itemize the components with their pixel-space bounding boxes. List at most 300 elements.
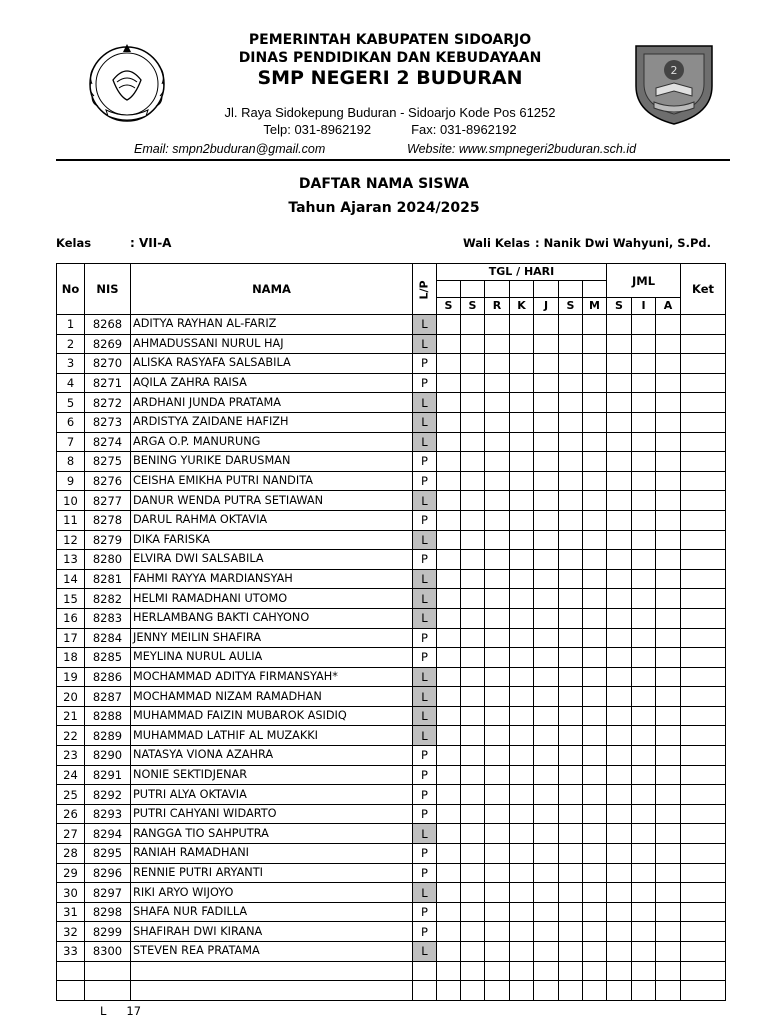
attendance-cell[interactable] [485,706,510,726]
attendance-cell[interactable] [559,922,583,942]
attendance-cell[interactable] [437,863,461,883]
attendance-cell[interactable] [461,785,485,805]
attendance-cell[interactable] [510,471,534,491]
total-cell[interactable] [656,334,681,354]
total-cell[interactable] [607,883,632,903]
total-cell[interactable] [656,530,681,550]
total-cell[interactable] [632,726,656,746]
attendance-cell[interactable] [485,746,510,766]
attendance-cell[interactable] [534,334,559,354]
attendance-cell[interactable] [583,902,607,922]
total-cell[interactable] [607,530,632,550]
attendance-cell[interactable] [559,393,583,413]
note-cell[interactable] [681,589,726,609]
empty-cell[interactable] [131,961,413,981]
attendance-cell[interactable] [437,510,461,530]
date-cell[interactable] [485,281,510,298]
date-cell[interactable] [559,281,583,298]
attendance-cell[interactable] [583,530,607,550]
attendance-cell[interactable] [461,648,485,668]
total-cell[interactable] [607,569,632,589]
attendance-cell[interactable] [583,589,607,609]
attendance-cell[interactable] [485,628,510,648]
attendance-cell[interactable] [461,373,485,393]
attendance-cell[interactable] [534,667,559,687]
total-cell[interactable] [632,491,656,511]
attendance-cell[interactable] [534,608,559,628]
attendance-cell[interactable] [583,550,607,570]
attendance-cell[interactable] [485,844,510,864]
total-cell[interactable] [632,315,656,335]
attendance-cell[interactable] [510,726,534,746]
total-cell[interactable] [632,510,656,530]
attendance-cell[interactable] [510,550,534,570]
attendance-cell[interactable] [437,471,461,491]
note-cell[interactable] [681,648,726,668]
attendance-cell[interactable] [559,726,583,746]
empty-cell[interactable] [632,981,656,1001]
attendance-cell[interactable] [485,667,510,687]
attendance-cell[interactable] [583,432,607,452]
attendance-cell[interactable] [559,432,583,452]
attendance-cell[interactable] [559,902,583,922]
attendance-cell[interactable] [510,706,534,726]
total-cell[interactable] [632,942,656,962]
attendance-cell[interactable] [534,373,559,393]
attendance-cell[interactable] [559,471,583,491]
attendance-cell[interactable] [534,942,559,962]
attendance-cell[interactable] [510,334,534,354]
attendance-cell[interactable] [437,648,461,668]
attendance-cell[interactable] [485,863,510,883]
attendance-cell[interactable] [461,902,485,922]
attendance-cell[interactable] [437,334,461,354]
attendance-cell[interactable] [583,922,607,942]
total-cell[interactable] [607,491,632,511]
attendance-cell[interactable] [534,844,559,864]
note-cell[interactable] [681,373,726,393]
note-cell[interactable] [681,667,726,687]
note-cell[interactable] [681,804,726,824]
total-cell[interactable] [607,785,632,805]
total-cell[interactable] [607,412,632,432]
note-cell[interactable] [681,452,726,472]
empty-cell[interactable] [57,961,85,981]
attendance-cell[interactable] [534,412,559,432]
total-cell[interactable] [632,746,656,766]
date-cell[interactable] [461,281,485,298]
empty-cell[interactable] [583,981,607,1001]
attendance-cell[interactable] [485,432,510,452]
attendance-cell[interactable] [583,569,607,589]
empty-cell[interactable] [85,961,131,981]
attendance-cell[interactable] [583,824,607,844]
attendance-cell[interactable] [559,844,583,864]
attendance-cell[interactable] [461,491,485,511]
attendance-cell[interactable] [559,628,583,648]
total-cell[interactable] [656,726,681,746]
attendance-cell[interactable] [534,393,559,413]
attendance-cell[interactable] [534,785,559,805]
total-cell[interactable] [656,393,681,413]
note-cell[interactable] [681,824,726,844]
attendance-cell[interactable] [437,412,461,432]
total-cell[interactable] [607,844,632,864]
total-cell[interactable] [632,412,656,432]
total-cell[interactable] [607,942,632,962]
attendance-cell[interactable] [559,452,583,472]
attendance-cell[interactable] [437,432,461,452]
total-cell[interactable] [656,412,681,432]
attendance-cell[interactable] [583,785,607,805]
note-cell[interactable] [681,569,726,589]
note-cell[interactable] [681,608,726,628]
attendance-cell[interactable] [485,785,510,805]
total-cell[interactable] [656,942,681,962]
attendance-cell[interactable] [583,687,607,707]
total-cell[interactable] [632,804,656,824]
total-cell[interactable] [632,589,656,609]
attendance-cell[interactable] [583,491,607,511]
attendance-cell[interactable] [510,785,534,805]
attendance-cell[interactable] [583,354,607,374]
total-cell[interactable] [656,354,681,374]
attendance-cell[interactable] [583,510,607,530]
attendance-cell[interactable] [534,824,559,844]
attendance-cell[interactable] [583,334,607,354]
empty-cell[interactable] [85,981,131,1001]
attendance-cell[interactable] [559,785,583,805]
attendance-cell[interactable] [559,746,583,766]
attendance-cell[interactable] [534,883,559,903]
total-cell[interactable] [607,824,632,844]
total-cell[interactable] [632,628,656,648]
total-cell[interactable] [607,334,632,354]
attendance-cell[interactable] [510,452,534,472]
attendance-cell[interactable] [461,315,485,335]
total-cell[interactable] [607,393,632,413]
total-cell[interactable] [632,530,656,550]
attendance-cell[interactable] [510,412,534,432]
attendance-cell[interactable] [485,804,510,824]
attendance-cell[interactable] [510,902,534,922]
attendance-cell[interactable] [583,746,607,766]
total-cell[interactable] [607,902,632,922]
attendance-cell[interactable] [461,883,485,903]
attendance-cell[interactable] [461,412,485,432]
attendance-cell[interactable] [461,608,485,628]
total-cell[interactable] [656,589,681,609]
note-cell[interactable] [681,902,726,922]
attendance-cell[interactable] [437,785,461,805]
attendance-cell[interactable] [583,804,607,824]
total-cell[interactable] [632,373,656,393]
empty-cell[interactable] [461,961,485,981]
attendance-cell[interactable] [437,706,461,726]
empty-cell[interactable] [510,961,534,981]
total-cell[interactable] [607,608,632,628]
attendance-cell[interactable] [485,765,510,785]
attendance-cell[interactable] [437,804,461,824]
attendance-cell[interactable] [510,883,534,903]
empty-cell[interactable] [534,961,559,981]
total-cell[interactable] [656,844,681,864]
attendance-cell[interactable] [510,628,534,648]
total-cell[interactable] [656,883,681,903]
total-cell[interactable] [656,491,681,511]
attendance-cell[interactable] [559,883,583,903]
total-cell[interactable] [632,922,656,942]
total-cell[interactable] [656,432,681,452]
attendance-cell[interactable] [559,608,583,628]
total-cell[interactable] [656,687,681,707]
attendance-cell[interactable] [461,452,485,472]
attendance-cell[interactable] [559,824,583,844]
attendance-cell[interactable] [485,393,510,413]
attendance-cell[interactable] [559,863,583,883]
total-cell[interactable] [632,863,656,883]
attendance-cell[interactable] [485,648,510,668]
attendance-cell[interactable] [510,510,534,530]
empty-cell[interactable] [461,981,485,1001]
attendance-cell[interactable] [437,922,461,942]
total-cell[interactable] [656,510,681,530]
attendance-cell[interactable] [583,765,607,785]
note-cell[interactable] [681,628,726,648]
empty-cell[interactable] [559,981,583,1001]
total-cell[interactable] [656,706,681,726]
attendance-cell[interactable] [559,706,583,726]
attendance-cell[interactable] [485,530,510,550]
attendance-cell[interactable] [510,922,534,942]
total-cell[interactable] [632,844,656,864]
note-cell[interactable] [681,334,726,354]
attendance-cell[interactable] [461,354,485,374]
date-cell[interactable] [510,281,534,298]
note-cell[interactable] [681,471,726,491]
note-cell[interactable] [681,765,726,785]
total-cell[interactable] [632,648,656,668]
attendance-cell[interactable] [559,412,583,432]
total-cell[interactable] [632,902,656,922]
attendance-cell[interactable] [559,569,583,589]
attendance-cell[interactable] [559,315,583,335]
attendance-cell[interactable] [510,648,534,668]
attendance-cell[interactable] [534,354,559,374]
attendance-cell[interactable] [485,608,510,628]
attendance-cell[interactable] [583,726,607,746]
attendance-cell[interactable] [510,491,534,511]
attendance-cell[interactable] [583,706,607,726]
attendance-cell[interactable] [559,334,583,354]
attendance-cell[interactable] [437,608,461,628]
empty-cell[interactable] [413,961,437,981]
total-cell[interactable] [656,373,681,393]
empty-cell[interactable] [57,981,85,1001]
attendance-cell[interactable] [437,726,461,746]
note-cell[interactable] [681,844,726,864]
total-cell[interactable] [632,393,656,413]
attendance-cell[interactable] [559,648,583,668]
attendance-cell[interactable] [559,550,583,570]
attendance-cell[interactable] [559,589,583,609]
attendance-cell[interactable] [534,765,559,785]
total-cell[interactable] [656,471,681,491]
attendance-cell[interactable] [461,746,485,766]
note-cell[interactable] [681,863,726,883]
total-cell[interactable] [632,432,656,452]
empty-cell[interactable] [583,961,607,981]
attendance-cell[interactable] [510,765,534,785]
attendance-cell[interactable] [510,746,534,766]
total-cell[interactable] [656,667,681,687]
attendance-cell[interactable] [485,589,510,609]
attendance-cell[interactable] [461,569,485,589]
attendance-cell[interactable] [461,922,485,942]
attendance-cell[interactable] [534,648,559,668]
empty-cell[interactable] [632,961,656,981]
attendance-cell[interactable] [437,824,461,844]
total-cell[interactable] [607,452,632,472]
attendance-cell[interactable] [534,687,559,707]
attendance-cell[interactable] [437,373,461,393]
attendance-cell[interactable] [534,432,559,452]
attendance-cell[interactable] [559,804,583,824]
note-cell[interactable] [681,726,726,746]
attendance-cell[interactable] [534,550,559,570]
date-cell[interactable] [437,281,461,298]
total-cell[interactable] [632,354,656,374]
note-cell[interactable] [681,550,726,570]
total-cell[interactable] [607,746,632,766]
total-cell[interactable] [632,334,656,354]
attendance-cell[interactable] [437,942,461,962]
attendance-cell[interactable] [510,687,534,707]
total-cell[interactable] [656,902,681,922]
attendance-cell[interactable] [485,354,510,374]
note-cell[interactable] [681,432,726,452]
total-cell[interactable] [632,608,656,628]
total-cell[interactable] [607,354,632,374]
attendance-cell[interactable] [437,667,461,687]
total-cell[interactable] [607,471,632,491]
total-cell[interactable] [632,471,656,491]
total-cell[interactable] [632,550,656,570]
attendance-cell[interactable] [559,373,583,393]
attendance-cell[interactable] [583,628,607,648]
attendance-cell[interactable] [461,706,485,726]
attendance-cell[interactable] [510,432,534,452]
attendance-cell[interactable] [485,491,510,511]
attendance-cell[interactable] [461,530,485,550]
date-cell[interactable] [534,281,559,298]
attendance-cell[interactable] [534,510,559,530]
attendance-cell[interactable] [461,471,485,491]
attendance-cell[interactable] [437,452,461,472]
note-cell[interactable] [681,746,726,766]
attendance-cell[interactable] [534,471,559,491]
note-cell[interactable] [681,510,726,530]
empty-cell[interactable] [510,981,534,1001]
attendance-cell[interactable] [461,393,485,413]
attendance-cell[interactable] [583,942,607,962]
attendance-cell[interactable] [510,393,534,413]
empty-cell[interactable] [485,961,510,981]
attendance-cell[interactable] [461,687,485,707]
total-cell[interactable] [656,824,681,844]
attendance-cell[interactable] [534,863,559,883]
total-cell[interactable] [632,687,656,707]
attendance-cell[interactable] [583,863,607,883]
attendance-cell[interactable] [461,824,485,844]
attendance-cell[interactable] [437,491,461,511]
attendance-cell[interactable] [534,589,559,609]
empty-cell[interactable] [681,961,726,981]
attendance-cell[interactable] [510,315,534,335]
attendance-cell[interactable] [534,726,559,746]
attendance-cell[interactable] [534,491,559,511]
attendance-cell[interactable] [437,569,461,589]
attendance-cell[interactable] [485,922,510,942]
total-cell[interactable] [632,452,656,472]
attendance-cell[interactable] [437,589,461,609]
total-cell[interactable] [656,746,681,766]
empty-cell[interactable] [656,961,681,981]
total-cell[interactable] [656,804,681,824]
attendance-cell[interactable] [559,530,583,550]
total-cell[interactable] [656,785,681,805]
attendance-cell[interactable] [583,412,607,432]
attendance-cell[interactable] [461,942,485,962]
attendance-cell[interactable] [485,726,510,746]
attendance-cell[interactable] [485,942,510,962]
attendance-cell[interactable] [534,315,559,335]
date-cell[interactable] [583,281,607,298]
total-cell[interactable] [632,824,656,844]
empty-cell[interactable] [534,981,559,1001]
attendance-cell[interactable] [534,902,559,922]
attendance-cell[interactable] [461,765,485,785]
attendance-cell[interactable] [461,628,485,648]
attendance-cell[interactable] [510,608,534,628]
total-cell[interactable] [656,452,681,472]
note-cell[interactable] [681,706,726,726]
empty-cell[interactable] [607,981,632,1001]
note-cell[interactable] [681,922,726,942]
note-cell[interactable] [681,785,726,805]
attendance-cell[interactable] [437,687,461,707]
attendance-cell[interactable] [461,334,485,354]
attendance-cell[interactable] [485,412,510,432]
attendance-cell[interactable] [437,628,461,648]
attendance-cell[interactable] [510,530,534,550]
total-cell[interactable] [607,687,632,707]
attendance-cell[interactable] [583,667,607,687]
attendance-cell[interactable] [461,432,485,452]
note-cell[interactable] [681,412,726,432]
total-cell[interactable] [607,667,632,687]
note-cell[interactable] [681,491,726,511]
attendance-cell[interactable] [485,569,510,589]
attendance-cell[interactable] [461,589,485,609]
attendance-cell[interactable] [583,393,607,413]
total-cell[interactable] [656,315,681,335]
note-cell[interactable] [681,354,726,374]
attendance-cell[interactable] [485,824,510,844]
total-cell[interactable] [607,922,632,942]
attendance-cell[interactable] [583,471,607,491]
total-cell[interactable] [607,648,632,668]
